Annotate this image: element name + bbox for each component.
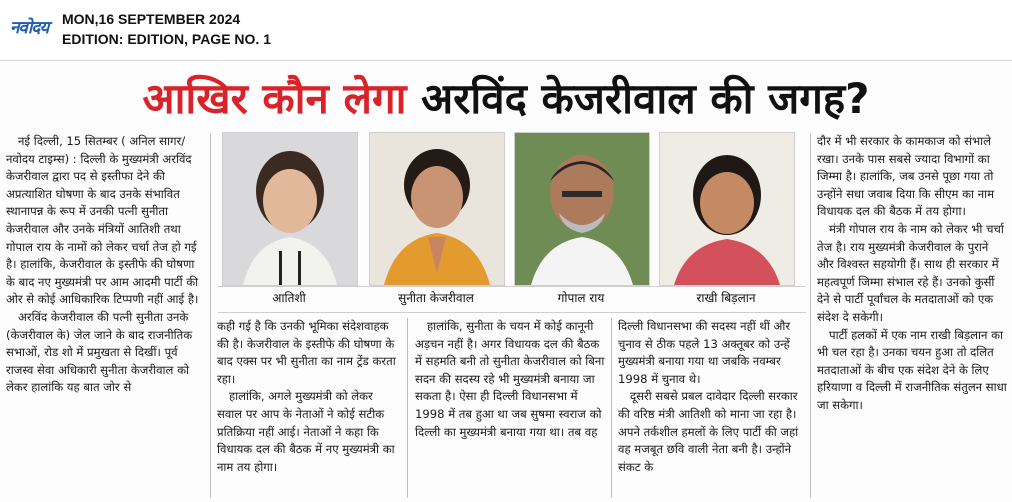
portrait-atishi-image: [223, 133, 357, 285]
newspaper-logo: [10, 14, 52, 42]
photo-caption: गोपाल राय: [557, 291, 605, 305]
article-paragraph: दिल्ली विधानसभा की सदस्य नहीं थीं और चुनाव से ठीक पहले 13 अक्तूबर को उन्हें मुख्यमंत्री बनाया गया था जबकि नवम्बर 1998 में चुनाव थे।: [618, 319, 791, 386]
article-column-2: [217, 318, 401, 498]
article-paragraph: हालांकि, सुनीता के चयन में कोई कानूनी अड़चन नहीं है। अगर विधायक दल की बैठक में सहमति बनी तो सुनीता केजरीवाल को बिना सदन की सदस्य रहे भी मुख्यमंत्री बनाया जा सकता है। ऐसा ही दिल्ली विधानसभा में 1998 में तब हुआ था जब सुषमा स्वराज को दिल्ली का मुख्यमंत्री बनाया गया था। तब वह: [415, 319, 605, 439]
logo-text: नवोदय: [10, 18, 49, 38]
edition-date: MON,16 SEPTEMBER 2024: [62, 11, 241, 27]
headline-black-part: अरविंद केजरीवाल की जगह?: [421, 74, 870, 123]
article-column-5: [817, 133, 1007, 499]
column-divider: [210, 134, 211, 498]
photo-rakhi-birla: [659, 132, 795, 286]
photo-sunita-kejriwal: [369, 132, 505, 286]
portrait-rakhi-image: [660, 133, 794, 285]
article-paragraph: दौर में भी सरकार के कामकाज को संभाले रखा। उनके पास सबसे ज्यादा विभागों का जिम्मा है। हालांकि, जब उनसे पूछा गया तो उन्होंने सधा जवाब दिया कि सीएम का नाम विधायक दल की बैठक में तय होगा।: [817, 134, 995, 219]
caption-bottom-rule: [218, 312, 806, 313]
portrait-sunita-image: [370, 133, 504, 285]
article-paragraph: नई दिल्ली, 15 सितम्बर ( अनिल सागर/नवोदय टाइम्स) : दिल्ली के मुख्यमंत्री अरविंद केजरीवाल द्वारा पद से इस्तीफा देने की अप्रत्याशित घोषणा के बाद उनके संभावित स्थानापन्न के रूप में उनकी पत्नी सुनीता केजरीवाल और उनके मंत्रियों आतिशी तथा गोपाल राय के नामों को लेकर चर्चा तेज हो गई है। हालांकि, केजरीवाल के इस्तीफे की घोषणा के बाद नए मुख्यमंत्री पर आम आदमी पार्टी की ओर से कोई आधिकारिक टिप्पणी नहीं आई है।: [6, 134, 199, 307]
article-column-1: [6, 133, 204, 499]
edition-page: EDITION: EDITION, PAGE NO. 1: [62, 31, 271, 47]
column-divider: [810, 134, 811, 498]
article-column-4: [618, 318, 804, 498]
article-paragraph: अरविंद केजरीवाल की पत्नी सुनीता उनके (केजरीवाल के) जेल जाने के बाद राजनीतिक सभाओं, रोड शो में प्रमुखता से दिखीं। पूर्व राजस्व सेवा अधिकारी सुनीता केजरीवाल को लेकर हालांकि यह बात जोर से: [6, 309, 193, 395]
article-paragraph: पार्टी हलकों में एक नाम राखी बिड़लान का भी चल रहा है। उनका चयन हुआ तो दलित मतदाताओं के बीच एक संदेश देने के लिए हरियाणा व दिल्ली में राजनीतिक संतुलन साधा जा सकेगा।: [817, 327, 1007, 412]
edition-header: [0, 0, 1012, 61]
photo-caption: आतिशी: [272, 291, 306, 305]
column-divider: [611, 318, 612, 498]
article-column-3: [415, 318, 605, 498]
photo-atishi: [222, 132, 358, 286]
portrait-gopal-image: [515, 133, 649, 285]
article-paragraph: हालांकि, अगले मुख्यमंत्री को लेकर सवाल पर आप के नेताओं ने कोई सटीक प्रतिक्रिया नहीं आई। नेताओं ने कहा कि विधायक दल की बैठक में नए मुख्यमंत्री का नाम तय होगा।: [217, 389, 395, 474]
article-paragraph: दूसरी सबसे प्रबल दावेदार दिल्ली सरकार की वरिष्ठ मंत्री आतिशी को माना जा रहा है। अपने तर्कशील हमलों के लिए पार्टी की जहां वह मजबूत छवि वाली नेता बनी है। उन्होंने संकट के: [618, 389, 799, 474]
headline-red-part: आखिर कौन लेगा: [142, 74, 407, 123]
article-paragraph: कही गई है कि उनकी भूमिका संदेशवाहक की है। केजरीवाल के इस्तीफे की घोषणा के बाद एक्स पर भी सुनीता का नाम ट्रेंड करता रहा।: [217, 319, 396, 386]
article-headline: [0, 68, 1012, 130]
article-paragraph: मंत्री गोपाल राय के नाम को लेकर भी चर्चा तेज है। राय मुख्यमंत्री केजरीवाल के पुराने और विश्वस्त सहयोगी हैं। साथ ही सरकार में महत्वपूर्ण जिम्मा संभाल रहे हैं। उनको कुर्सी देने से पार्टी पूर्वांचल के मतदाताओं को एक संदेश दे सकेगी।: [817, 221, 1004, 324]
column-divider: [407, 318, 408, 498]
photo-caption: सुनीता केजरीवाल: [398, 291, 474, 305]
edition-meta: [62, 9, 271, 49]
photo-gopal-rai: [514, 132, 650, 286]
caption-top-rule: [218, 286, 806, 287]
photo-caption: राखी बिड़लान: [696, 291, 756, 305]
